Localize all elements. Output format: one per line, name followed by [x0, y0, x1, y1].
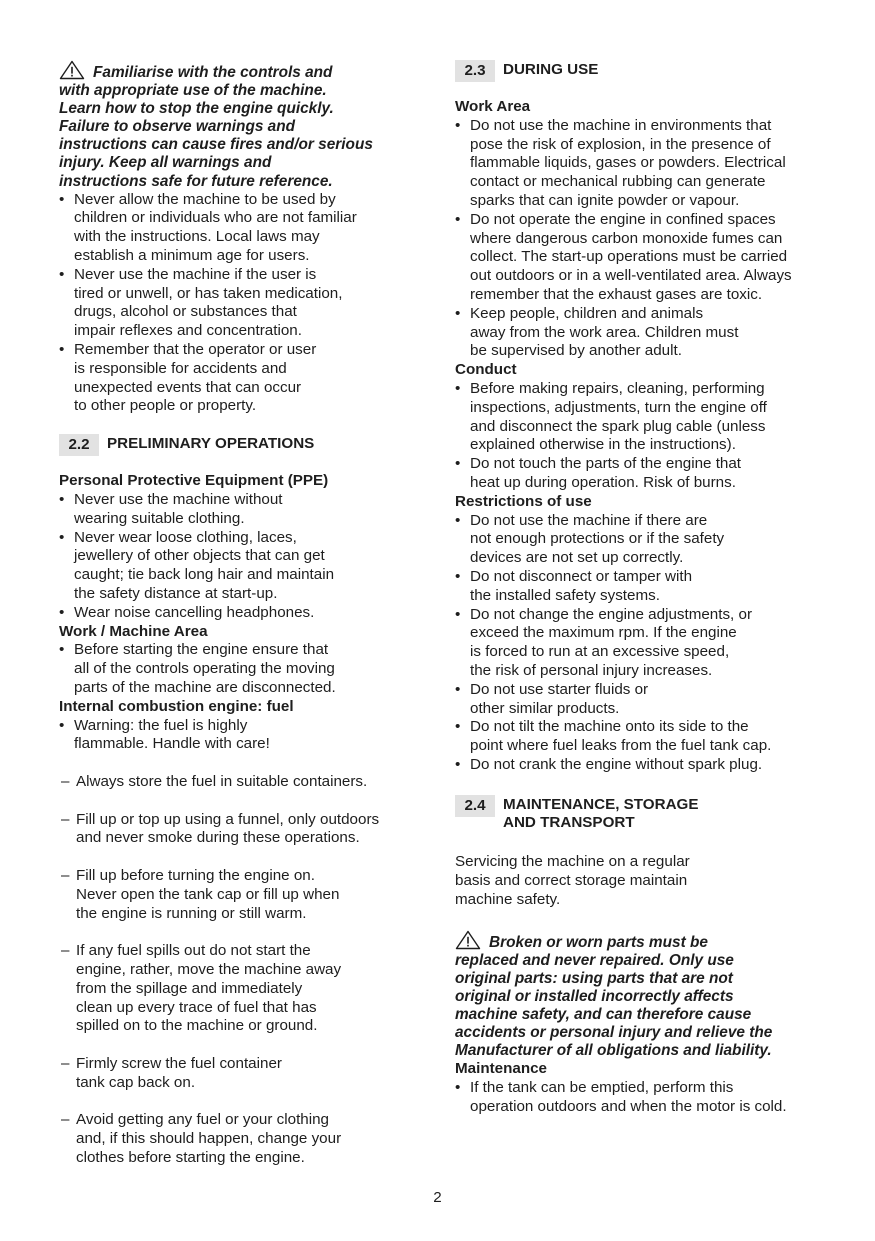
subheading-fuel: Internal combustion engine: fuel	[59, 697, 294, 715]
list-item	[59, 717, 429, 1206]
subheading-conduct: Conduct	[455, 361, 517, 379]
list-item: • Remember that the operator or user is responsible for accidents and unexpected events that can occur to other people or property.	[59, 341, 429, 416]
list-item: • Before starting the engine ensure that all of the controls operating the moving parts of the machine are disconnected.	[59, 641, 429, 697]
subheading-restrictions: Restrictions of use	[455, 492, 592, 510]
sub-list-item: – If any fuel spills out do not start the engine, rather, move the machine away from the spillage and immediately clean up every trace of fuel that has spilled on to the machine or ground.	[61, 942, 429, 1036]
left-column	[59, 60, 429, 1205]
list-item: • Never use the machine if the user is tired or unwell, or has taken medication, drugs, alcohol or substances that impair reflexes and concentration.	[59, 266, 429, 341]
list-item: • Keep people, children and animals away from the work area. Children must be supervised by another adult.	[455, 305, 835, 361]
list-item: • Before making repairs, cleaning, performing inspections, adjustments, turn the engine off and disconnect the spark plug cable (unless explained otherwise in the instructions).	[455, 380, 835, 455]
list-item: • Do not use the machine if there are not enough protections or if the safety devices are not set up correctly.	[455, 512, 835, 568]
list-item: • Wear noise cancelling headphones.	[59, 604, 429, 623]
section-heading-2-3	[455, 60, 835, 82]
maintenance-intro: Servicing the machine on a regular basis and correct storage maintain machine safety.	[455, 853, 690, 908]
subheading-maintenance: Maintenance	[455, 1060, 547, 1078]
list-item: • Do not use the machine in environments that pose the risk of explosion, in the presence of flammable liquids, gases or powders. Electrical contact or mechanical rubbing can generate sparks that can ignite powder or vapour.	[455, 117, 835, 211]
section-title: DURING USE	[503, 61, 599, 78]
list-item: • Do not crank the engine without spark plug.	[455, 756, 835, 775]
subheading-ppe: Personal Protective Equipment (PPE)	[59, 472, 329, 490]
conduct-list	[455, 380, 835, 493]
list-item: • If the tank can be emptied, perform this operation outdoors and when the motor is cold.	[455, 1079, 835, 1117]
sub-list-item: – Fill up or top up using a funnel, only outdoors and never smoke during these operations.	[61, 811, 429, 849]
section-number: 2.3	[455, 60, 495, 82]
list-item: • Do not use starter fluids or other similar products.	[455, 681, 835, 719]
warning-text: Familiarise with the controls and with appropriate use of the machine. Learn how to stop the engine quickly. Failure to observe warnings and instructions can cause fires and/or serious injury. Keep all warnings and instructions safe for future reference.	[59, 64, 373, 190]
warning-triangle-icon	[455, 930, 481, 950]
warning-text: Broken or worn parts must be replaced and never repaired. Only use original parts: using parts that are not original or installed incorrectly affects machine safety, and can therefore cause accidents or personal injury and relieve the Manufacturer of all obligations and liability.	[455, 933, 773, 1060]
right-column	[455, 60, 835, 1117]
section-number: 2.2	[59, 434, 99, 456]
list-item: • Never use the machine without wearing suitable clothing.	[59, 491, 429, 529]
restrictions-list	[455, 512, 835, 775]
list-item: • Do not tilt the machine onto its side to the point where fuel leaks from the fuel tank cap.	[455, 718, 835, 756]
warning-triangle-icon	[59, 60, 85, 80]
subheading-work-area: Work Area	[455, 98, 531, 115]
list-item: • Do not touch the parts of the engine that heat up during operation. Risk of burns.	[455, 455, 835, 493]
sub-list-item: – Avoid getting any fuel or your clothing and, if this should happen, change your clothes before starting the engine.	[61, 1111, 429, 1167]
list-item: • Do not operate the engine in confined spaces where dangerous carbon monoxide fumes can collect. The start-up operations must be carried out outdoors or in a well-ventilated area. Always remember that the exhaust gases are toxic.	[455, 211, 835, 305]
section-title: MAINTENANCE, STORAGE AND TRANSPORT	[503, 795, 699, 832]
general-safety-list	[59, 191, 429, 417]
fuel-list	[59, 717, 429, 1206]
work-area-list	[455, 117, 835, 361]
sub-list-item: – Always store the fuel in suitable containers.	[61, 773, 429, 792]
fuel-warning-text: Warning: the fuel is highly flammable. Handle with care!	[74, 716, 270, 753]
list-item: • Do not change the engine adjustments, or exceed the maximum rpm. If the engine is forced to run at an excessive speed, the risk of personal injury increases.	[455, 606, 835, 681]
list-item: • Never wear loose clothing, laces, jewellery of other objects that can get caught; tie back long hair and maintain the safety distance at start-up.	[59, 529, 429, 604]
list-item: • Do not disconnect or tamper with the installed safety systems.	[455, 568, 835, 606]
section-number: 2.4	[455, 795, 495, 817]
section-heading-2-2	[59, 434, 429, 456]
sub-list-item: – Firmly screw the fuel container tank cap back on.	[61, 1055, 429, 1093]
page-number: 2	[433, 1189, 442, 1206]
work-machine-area-list	[59, 641, 429, 697]
sub-list-item: – Fill up before turning the engine on. Never open the tank cap or fill up when the engine is running or still warm.	[61, 867, 429, 923]
maintenance-list	[455, 1079, 835, 1117]
list-item: • Never allow the machine to be used by children or individuals who are not familiar with the instructions. Local laws may establish a minimum age for users.	[59, 191, 429, 266]
subheading-work-machine-area: Work / Machine Area	[59, 622, 208, 640]
warning-block	[455, 930, 835, 1061]
section-heading-2-4	[455, 795, 835, 834]
ppe-list	[59, 491, 429, 623]
section-title: PRELIMINARY OPERATIONS	[107, 435, 315, 453]
warning-block	[59, 60, 429, 191]
fuel-sublist	[59, 754, 429, 1186]
